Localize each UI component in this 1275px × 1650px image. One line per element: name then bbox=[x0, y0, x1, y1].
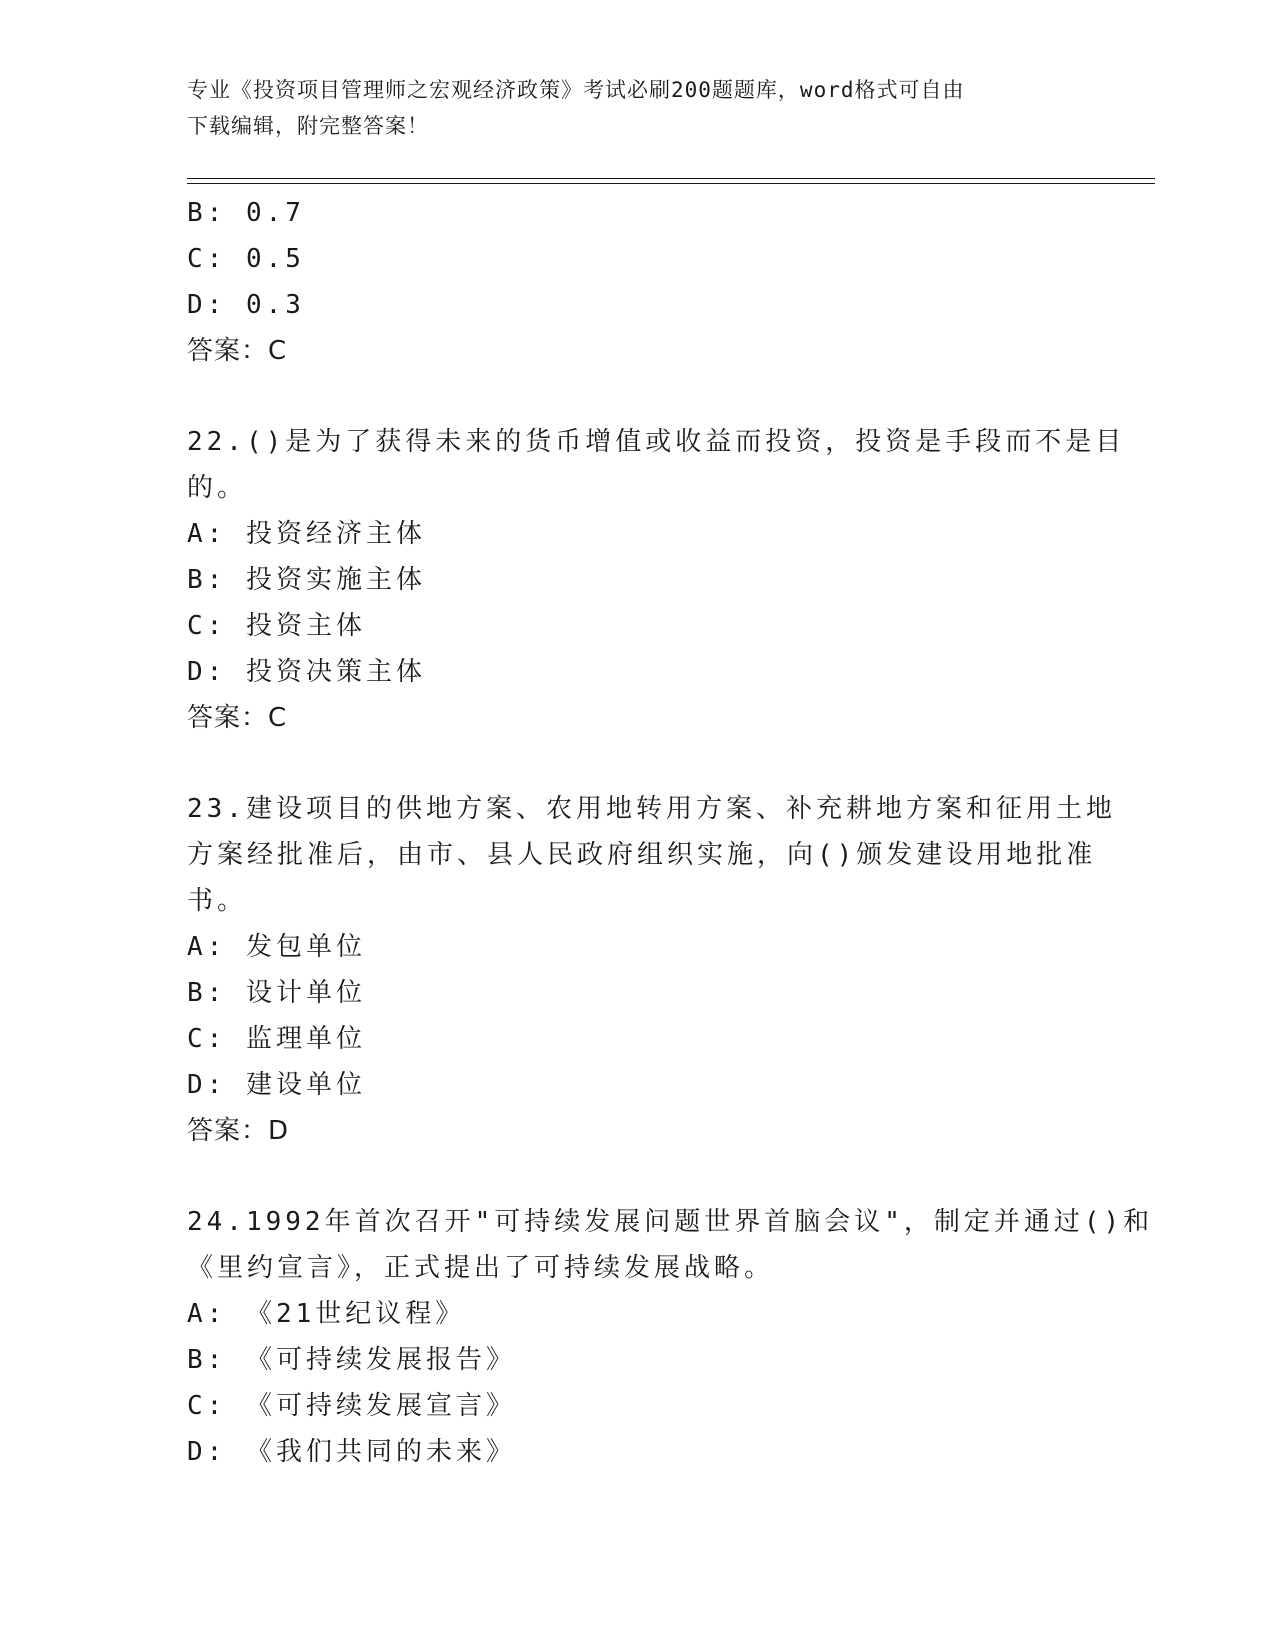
question-24 bbox=[187, 1199, 1154, 1475]
question-22 bbox=[187, 419, 1126, 741]
header-divider-bottom bbox=[187, 183, 1155, 184]
option-d: D: 0.3 bbox=[187, 290, 305, 320]
answer-label: 答案：C bbox=[187, 336, 288, 366]
option-b: B: 《可持续发展报告》 bbox=[187, 1345, 516, 1375]
document-body bbox=[187, 190, 1154, 1475]
option-c: C: 投资主体 bbox=[187, 611, 366, 641]
header-line-2: 下载编辑，附完整答案！ bbox=[187, 114, 429, 138]
option-c: C: 《可持续发展宣言》 bbox=[187, 1391, 516, 1421]
option-b: B: 设计单位 bbox=[187, 978, 366, 1008]
option-a: A: 投资经济主体 bbox=[187, 519, 426, 549]
answer-label: 答案：C bbox=[187, 703, 288, 733]
answer-label: 答案：D bbox=[187, 1116, 290, 1146]
option-d: D: 建设单位 bbox=[187, 1070, 366, 1100]
option-c: C: 监理单位 bbox=[187, 1024, 366, 1054]
header-divider-top bbox=[187, 178, 1155, 179]
header-line-1: 专业《投资项目管理师之宏观经济政策》考试必刷200题题库，word格式可自由 bbox=[187, 78, 965, 102]
question-text-line: 24.1992年首次召开"可持续发展问题世界首脑会议"，制定并通过()和 bbox=[187, 1207, 1154, 1237]
option-a: A: 《21世纪议程》 bbox=[187, 1299, 466, 1329]
option-d: D: 《我们共同的未来》 bbox=[187, 1437, 516, 1467]
question-text-line: 书。 bbox=[187, 886, 248, 916]
document-header bbox=[187, 72, 1087, 144]
option-d: D: 投资决策主体 bbox=[187, 657, 426, 687]
option-a: A: 发包单位 bbox=[187, 932, 366, 962]
option-c: C: 0.5 bbox=[187, 244, 305, 274]
option-b: B: 投资实施主体 bbox=[187, 565, 426, 595]
question-text-line: 22.()是为了获得未来的货币增值或收益而投资，投资是手段而不是目 bbox=[187, 427, 1126, 457]
question-23 bbox=[187, 786, 1116, 1154]
option-b: B: 0.7 bbox=[187, 198, 305, 228]
question-text-line: 23.建设项目的供地方案、农用地转用方案、补充耕地方案和征用土地 bbox=[187, 794, 1116, 824]
question-text-line: 方案经批准后，由市、县人民政府组织实施，向()颁发建设用地批准 bbox=[187, 840, 1097, 870]
question-text-line: 《里约宣言》，正式提出了可持续发展战略。 bbox=[187, 1253, 775, 1283]
question-21-partial bbox=[187, 190, 1087, 374]
question-text-line: 的。 bbox=[187, 473, 248, 503]
